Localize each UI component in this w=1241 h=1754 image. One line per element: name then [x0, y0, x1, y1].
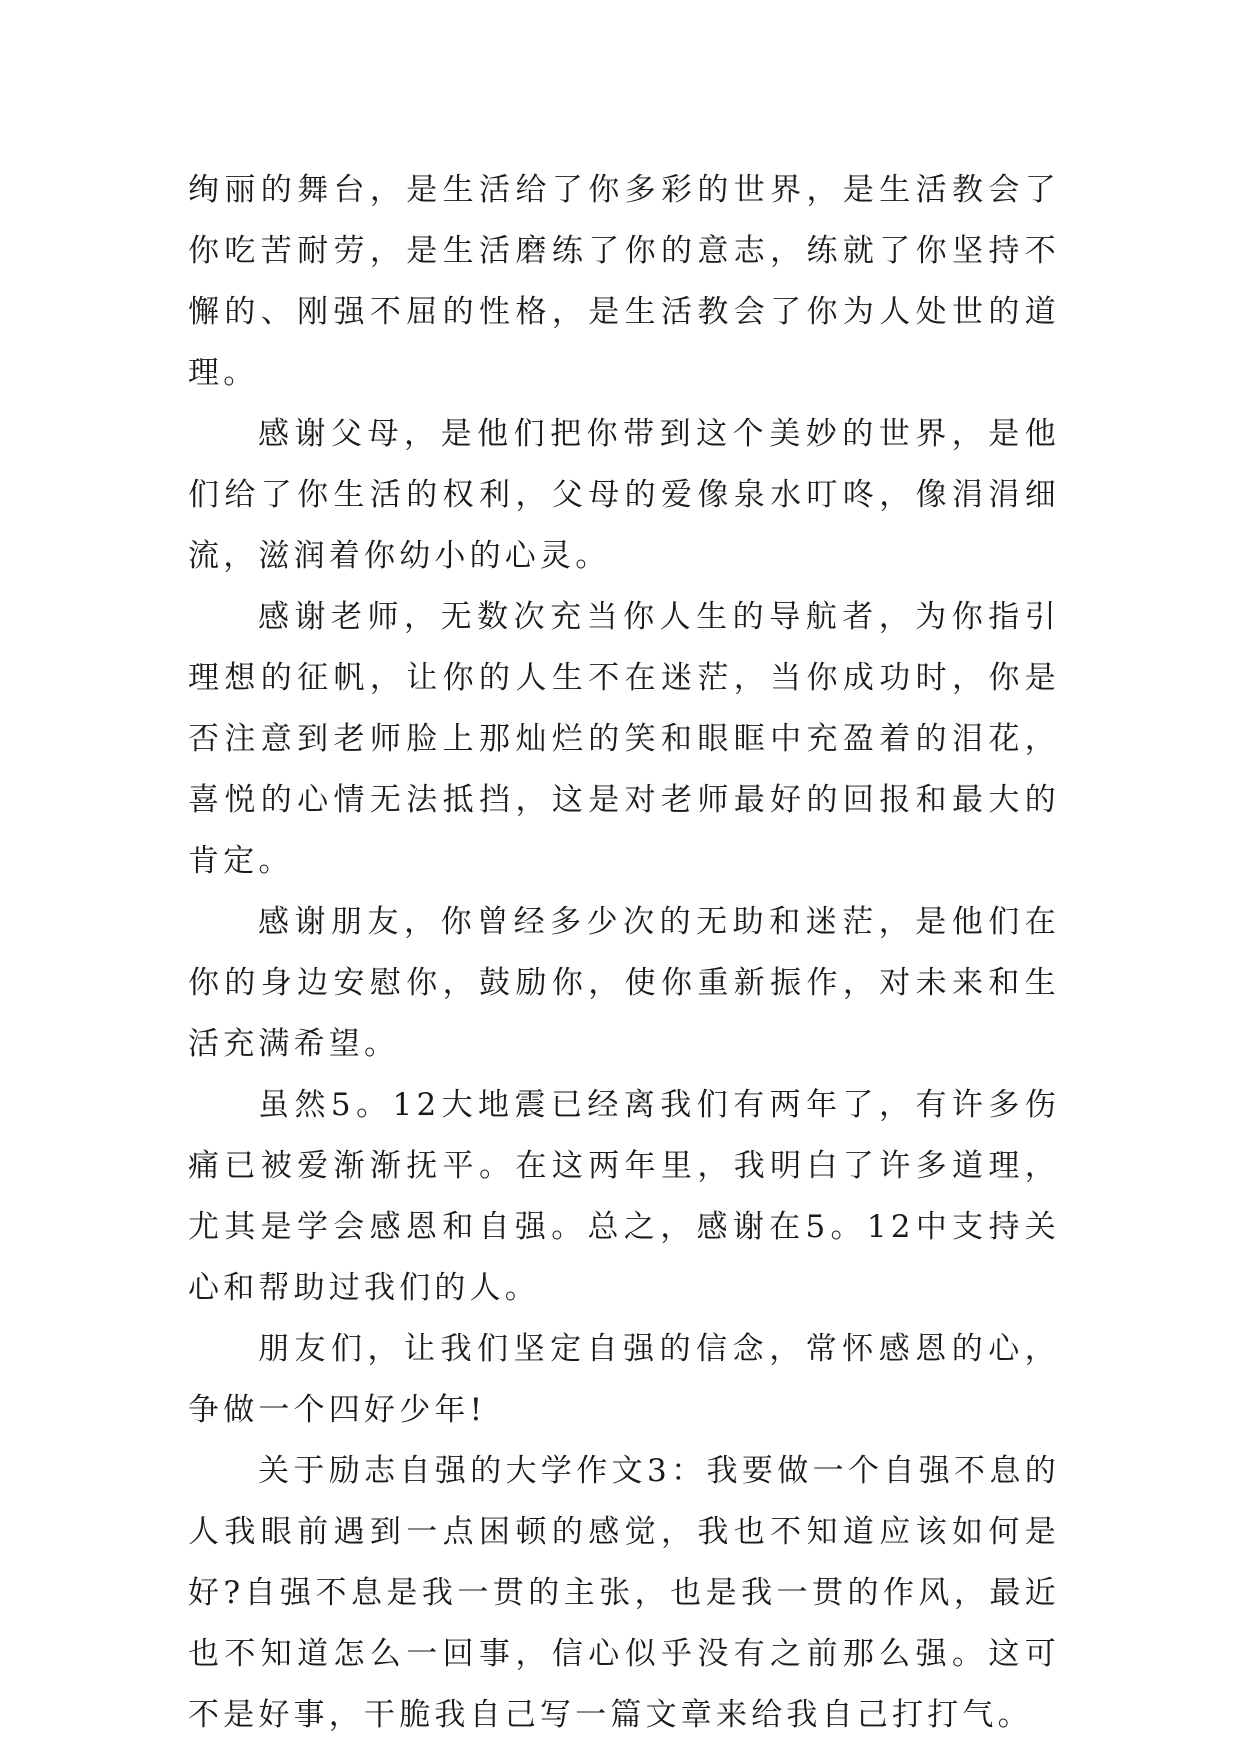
- paragraph-1: 绚丽的舞台，是生活给了你多彩的世界，是生活教会了你吃苦耐劳，是生活磨练了你的意志，练就了你坚持不懈的、刚强不屈的性格，是生活教会了你为人处世的道理。: [188, 172, 1060, 391]
- paragraph-7: 关于励志自强的大学作文3：我要做一个自强不息的人我眼前遇到一点困顿的感觉，我也不知道应该如何是好?自强不息是我一贯的主张，也是我一贯的作风，最近也不知道怎么一回事，信心似乎没有之前那么强。这可不是好事，干脆我自己写一篇文章来给我自己打打气。: [188, 1453, 1060, 1733]
- paragraph-5: 虽然5。12大地震已经离我们有两年了，有许多伤痛已被爱渐渐抚平。在这两年里，我明白了许多道理，尤其是学会感恩和自强。总之，感谢在5。12中支持关心和帮助过我们的人。: [188, 1087, 1060, 1306]
- paragraph-6: 朋友们，让我们坚定自强的信念，常怀感恩的心，争做一个四好少年!: [188, 1331, 1060, 1428]
- document-body: [188, 160, 1060, 1746]
- paragraph-3: 感谢老师，无数次充当你人生的导航者，为你指引理想的征帆，让你的人生不在迷茫，当你成功时，你是否注意到老师脸上那灿烂的笑和眼眶中充盈着的泪花，喜悦的心情无法抵挡，这是对老师最好的回报和最大的肯定。: [188, 599, 1060, 879]
- paragraph-2: 感谢父母，是他们把你带到这个美妙的世界，是他们给了你生活的权利，父母的爱像泉水叮咚，像涓涓细流，滋润着你幼小的心灵。: [188, 416, 1060, 574]
- paragraph-4: 感谢朋友，你曾经多少次的无助和迷茫，是他们在你的身边安慰你，鼓励你，使你重新振作，对未来和生活充满希望。: [188, 904, 1060, 1062]
